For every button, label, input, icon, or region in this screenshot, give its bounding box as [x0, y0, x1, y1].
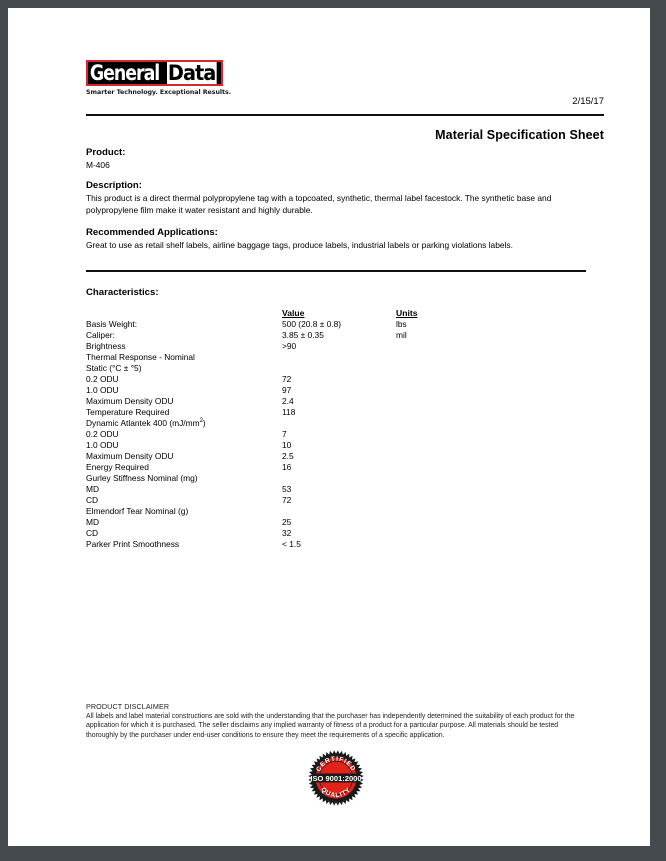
spec-label: 1.0 ODU	[86, 385, 119, 395]
section-product	[86, 147, 604, 172]
section-description	[86, 180, 604, 216]
table-row	[86, 528, 506, 539]
spec-label: Gurley Stiffness Nominal (mg)	[86, 473, 198, 483]
spec-units	[396, 473, 506, 484]
table-row	[86, 440, 506, 451]
spec-value: 10	[282, 440, 292, 450]
spec-label: MD	[86, 517, 100, 527]
document-footer	[86, 702, 586, 800]
spec-units	[396, 517, 506, 528]
column-header-units	[396, 308, 506, 319]
iso-seal-icon	[308, 750, 364, 806]
characteristics-table	[86, 308, 506, 550]
iso-certification-seal	[86, 750, 586, 806]
description-heading: Description:	[86, 180, 142, 191]
column-header-label	[86, 308, 282, 319]
document-title: Material Specification Sheet	[435, 128, 604, 142]
table-row	[86, 396, 506, 407]
spec-units	[396, 341, 506, 352]
spec-value: 3.85 ± 0.35	[282, 330, 324, 340]
spec-value: 72	[282, 374, 292, 384]
iso-seal-top-text: CERTIFIED	[315, 755, 357, 773]
header-divider	[86, 114, 604, 116]
spec-value: 16	[282, 462, 292, 472]
spec-value: 72	[282, 495, 292, 505]
table-row	[86, 319, 506, 330]
logo-tagline: Smarter Technology. Exceptional Results.	[86, 89, 231, 96]
section-characteristics	[86, 287, 604, 550]
spec-value: 32	[282, 528, 292, 538]
table-header-row	[86, 308, 506, 319]
table-row	[86, 341, 506, 352]
spec-label: Static (°C ± °5)	[86, 363, 142, 373]
spec-units	[396, 462, 506, 473]
spec-value	[282, 363, 396, 374]
spec-value: 25	[282, 517, 292, 527]
units-header-text: Units	[396, 308, 418, 318]
company-logo	[86, 60, 231, 96]
spec-units	[396, 451, 506, 462]
logo-word-data: Data	[168, 61, 216, 85]
logo-mark	[86, 60, 223, 86]
spec-value: 7	[282, 429, 287, 439]
spec-value: 118	[282, 407, 296, 417]
iso-seal-bottom-text: QUALITY	[319, 786, 353, 800]
spec-label: MD	[86, 484, 100, 494]
section-applications	[86, 227, 604, 252]
table-row	[86, 473, 506, 484]
spec-label: CD	[86, 495, 99, 505]
spec-label: Thermal Response - Nominal	[86, 352, 195, 362]
applications-text: Great to use as retail shelf labels, airline baggage tags, produce labels, industrial labels or parking violations labels.	[86, 240, 513, 250]
document-header	[86, 8, 604, 116]
disclaimer-body: All labels and label material constructions are sold with the understanding that the purchaser has independently determined the suitability of each product for the application for which it is purchased. The seller disclaims any implied warranty of fitness of a product for a particular purpose. All materials should be tested thoroughly by the purchaser under end-user conditions to ensure they meet the requirements of a specific application.	[86, 713, 575, 739]
table-row	[86, 418, 506, 429]
spec-label: Maximum Density ODU	[86, 396, 174, 406]
table-row	[86, 484, 506, 495]
description-text: This product is a direct thermal polypropylene tag with a topcoated, synthetic, thermal label facestock. The synthetic base and polypropylene film make it water resistant and highly durable.	[86, 193, 552, 215]
spec-label: 1.0 ODU	[86, 440, 119, 450]
table-row	[86, 506, 506, 517]
spec-units	[396, 352, 506, 363]
table-row	[86, 517, 506, 528]
spec-units	[396, 539, 506, 550]
product-value: M-406	[86, 160, 110, 170]
spec-units	[396, 418, 506, 429]
spec-value: 97	[282, 385, 292, 395]
table-row	[86, 462, 506, 473]
spec-value: 2.5	[282, 451, 294, 461]
spec-units	[396, 506, 506, 517]
spec-label: 0.2 ODU	[86, 429, 119, 439]
table-row	[86, 495, 506, 506]
table-row	[86, 385, 506, 396]
spec-label: Caliper:	[86, 330, 115, 340]
section-divider	[86, 270, 586, 272]
product-heading: Product:	[86, 147, 126, 158]
spec-value: 500 (20.8 ± 0.8)	[282, 319, 342, 329]
document-page	[8, 8, 650, 846]
iso-seal-center-text: ISO 9001:2000	[310, 773, 362, 783]
spec-units	[396, 363, 506, 374]
spec-units	[396, 396, 506, 407]
spec-label: CD	[86, 528, 99, 538]
disclaimer-title: PRODUCT DISCLAIMER	[86, 702, 170, 711]
spec-label: Temperature Required	[86, 407, 170, 417]
table-row	[86, 352, 506, 363]
spec-units	[396, 495, 506, 506]
spec-label: Elmendorf Tear Nominal (g)	[86, 506, 189, 516]
table-row	[86, 429, 506, 440]
spec-value: >90	[282, 341, 297, 351]
spec-value: < 1.5	[282, 539, 301, 549]
table-row	[86, 451, 506, 462]
document-date: 2/15/17	[572, 96, 604, 107]
spec-label: 0.2 ODU	[86, 374, 119, 384]
spec-units	[396, 374, 506, 385]
spec-units	[396, 528, 506, 539]
spec-label: Brightness	[86, 341, 126, 351]
value-header-text: Value	[282, 308, 305, 318]
characteristics-table-body	[86, 319, 506, 550]
spec-value	[282, 352, 396, 363]
spec-units	[396, 407, 506, 418]
table-row	[86, 407, 506, 418]
spec-units	[396, 429, 506, 440]
logo-word-general: General	[89, 61, 160, 85]
column-header-value	[282, 308, 396, 319]
spec-value	[282, 418, 396, 429]
table-row	[86, 374, 506, 385]
spec-units	[396, 440, 506, 451]
table-row	[86, 363, 506, 374]
table-row	[86, 330, 506, 341]
spec-value	[282, 506, 396, 517]
spec-label: Maximum Density ODU	[86, 451, 174, 461]
spec-units	[396, 484, 506, 495]
spec-value	[282, 473, 396, 484]
page-content	[86, 8, 604, 549]
spec-label: Parker Print Smoothness	[86, 539, 180, 549]
table-row	[86, 539, 506, 550]
spec-units	[396, 385, 506, 396]
spec-label: Energy Required	[86, 462, 149, 472]
spec-value: 2.4	[282, 396, 294, 406]
spec-label: Basis Weight:	[86, 319, 138, 329]
spec-label: Dynamic Atlantek 400 $(mJ/mm^2)$	[86, 418, 206, 428]
spec-value: 53	[282, 484, 292, 494]
spec-units: mil	[396, 330, 407, 340]
applications-heading: Recommended Applications:	[86, 227, 218, 238]
characteristics-heading: Characteristics:	[86, 287, 159, 298]
spec-units: lbs	[396, 319, 407, 329]
